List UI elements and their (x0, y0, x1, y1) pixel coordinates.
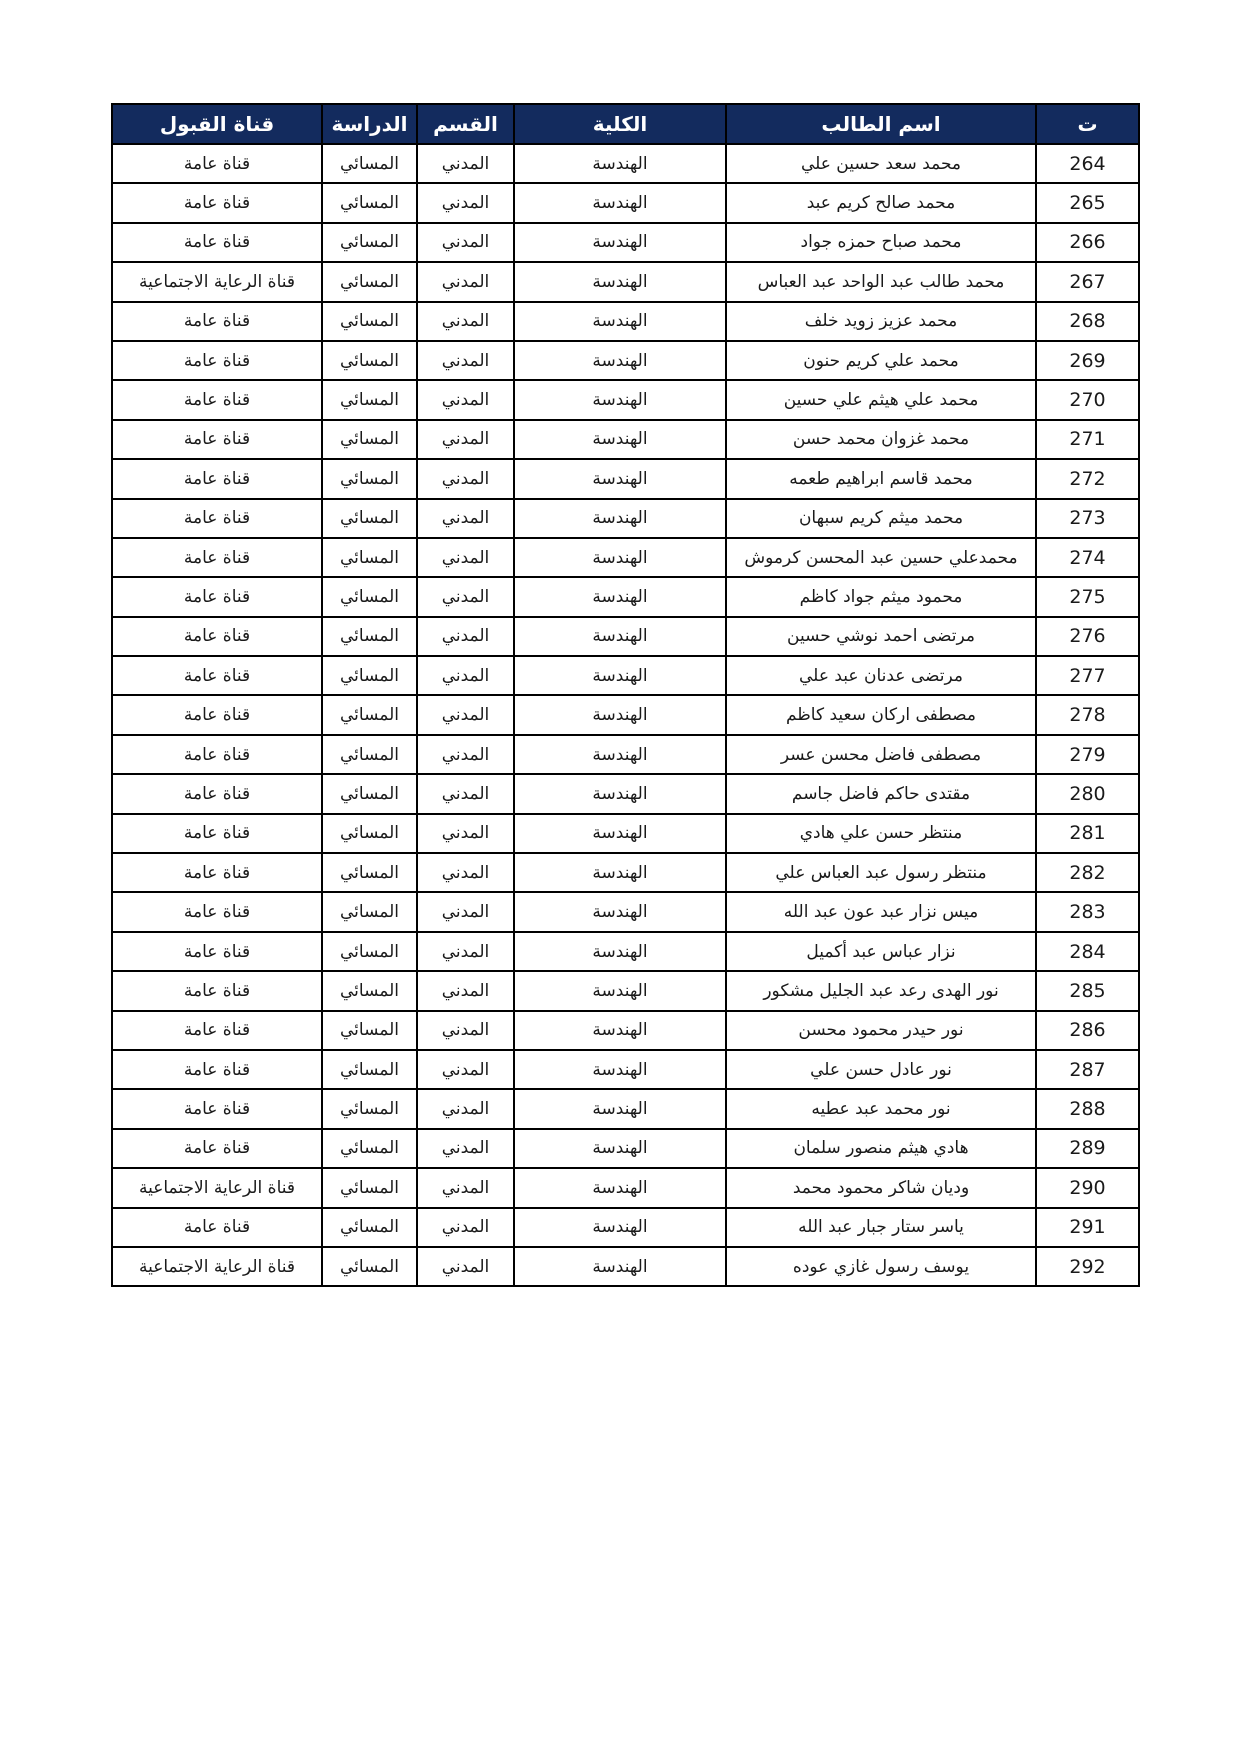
cell-department: المدني (417, 144, 514, 183)
cell-number: 268 (1036, 302, 1139, 341)
cell-student-name: يوسف رسول غازي عوده (726, 1247, 1036, 1286)
cell-admission-channel: قناة عامة (112, 420, 322, 459)
cell-college: الهندسة (514, 814, 726, 853)
cell-college: الهندسة (514, 1011, 726, 1050)
cell-number: 274 (1036, 538, 1139, 577)
table-row (112, 1011, 1139, 1050)
cell-student-name: محمد ميثم كريم سبهان (726, 499, 1036, 538)
cell-student-name: محمود ميثم جواد كاظم (726, 577, 1036, 616)
cell-student-name: نور عادل حسن علي (726, 1050, 1036, 1089)
cell-department: المدني (417, 1050, 514, 1089)
cell-department: المدني (417, 735, 514, 774)
cell-department: المدني (417, 617, 514, 656)
table-row (112, 1050, 1139, 1089)
cell-admission-channel: قناة عامة (112, 814, 322, 853)
cell-study: المسائي (322, 695, 417, 734)
cell-student-name: محمد علي كريم حنون (726, 341, 1036, 380)
cell-college: الهندسة (514, 892, 726, 931)
cell-number: 267 (1036, 262, 1139, 301)
cell-college: الهندسة (514, 1247, 726, 1286)
cell-college: الهندسة (514, 1129, 726, 1168)
cell-student-name: مصطفى فاضل محسن عسر (726, 735, 1036, 774)
cell-number: 276 (1036, 617, 1139, 656)
cell-student-name: مقتدى حاكم فاضل جاسم (726, 774, 1036, 813)
cell-study: المسائي (322, 144, 417, 183)
cell-number: 265 (1036, 183, 1139, 222)
cell-study: المسائي (322, 971, 417, 1010)
cell-admission-channel: قناة عامة (112, 932, 322, 971)
cell-student-name: هادي هيثم منصور سلمان (726, 1129, 1036, 1168)
table-row (112, 814, 1139, 853)
cell-admission-channel: قناة عامة (112, 499, 322, 538)
cell-department: المدني (417, 971, 514, 1010)
cell-number: 264 (1036, 144, 1139, 183)
cell-admission-channel: قناة عامة (112, 459, 322, 498)
cell-college: الهندسة (514, 459, 726, 498)
table-row (112, 420, 1139, 459)
table-row (112, 262, 1139, 301)
cell-college: الهندسة (514, 617, 726, 656)
cell-college: الهندسة (514, 1208, 726, 1247)
table-row (112, 971, 1139, 1010)
cell-student-name: منتظر رسول عبد العباس علي (726, 853, 1036, 892)
cell-student-name: نزار عباس عبد أكميل (726, 932, 1036, 971)
cell-number: 286 (1036, 1011, 1139, 1050)
cell-admission-channel: قناة عامة (112, 892, 322, 931)
header-cell-admission-channel: قناة القبول (112, 104, 322, 144)
cell-study: المسائي (322, 774, 417, 813)
cell-admission-channel: قناة الرعاية الاجتماعية (112, 262, 322, 301)
cell-number: 279 (1036, 735, 1139, 774)
cell-student-name: محمد سعد حسين علي (726, 144, 1036, 183)
cell-number: 272 (1036, 459, 1139, 498)
cell-study: المسائي (322, 735, 417, 774)
cell-number: 285 (1036, 971, 1139, 1010)
cell-study: المسائي (322, 932, 417, 971)
cell-student-name: محمد علي هيثم علي حسين (726, 380, 1036, 419)
cell-admission-channel: قناة عامة (112, 656, 322, 695)
cell-college: الهندسة (514, 1050, 726, 1089)
cell-admission-channel: قناة عامة (112, 1050, 322, 1089)
header-row (112, 104, 1139, 144)
students-table (111, 103, 1140, 1287)
cell-college: الهندسة (514, 223, 726, 262)
cell-department: المدني (417, 262, 514, 301)
cell-study: المسائي (322, 420, 417, 459)
cell-number: 288 (1036, 1089, 1139, 1128)
header-cell-college: الكلية (514, 104, 726, 144)
cell-department: المدني (417, 183, 514, 222)
cell-study: المسائي (322, 656, 417, 695)
cell-study: المسائي (322, 183, 417, 222)
table-row (112, 1089, 1139, 1128)
cell-study: المسائي (322, 1050, 417, 1089)
cell-number: 292 (1036, 1247, 1139, 1286)
cell-admission-channel: قناة عامة (112, 617, 322, 656)
cell-admission-channel: قناة عامة (112, 1208, 322, 1247)
cell-number: 290 (1036, 1168, 1139, 1207)
cell-student-name: ميس نزار عبد عون عبد الله (726, 892, 1036, 931)
cell-admission-channel: قناة الرعاية الاجتماعية (112, 1168, 322, 1207)
table-row (112, 499, 1139, 538)
cell-department: المدني (417, 459, 514, 498)
header-cell-study: الدراسة (322, 104, 417, 144)
cell-student-name: محمد صباح حمزه جواد (726, 223, 1036, 262)
cell-department: المدني (417, 814, 514, 853)
cell-department: المدني (417, 1168, 514, 1207)
cell-department: المدني (417, 223, 514, 262)
cell-college: الهندسة (514, 302, 726, 341)
cell-college: الهندسة (514, 1089, 726, 1128)
cell-college: الهندسة (514, 971, 726, 1010)
cell-department: المدني (417, 380, 514, 419)
header-cell-number: ت (1036, 104, 1139, 144)
cell-admission-channel: قناة عامة (112, 774, 322, 813)
cell-number: 269 (1036, 341, 1139, 380)
table-row (112, 223, 1139, 262)
cell-student-name: وديان شاكر محمود محمد (726, 1168, 1036, 1207)
cell-number: 289 (1036, 1129, 1139, 1168)
cell-number: 291 (1036, 1208, 1139, 1247)
cell-study: المسائي (322, 814, 417, 853)
cell-study: المسائي (322, 459, 417, 498)
cell-study: المسائي (322, 1168, 417, 1207)
cell-college: الهندسة (514, 183, 726, 222)
cell-college: الهندسة (514, 144, 726, 183)
cell-study: المسائي (322, 617, 417, 656)
cell-department: المدني (417, 695, 514, 734)
cell-student-name: مرتضى احمد نوشي حسين (726, 617, 1036, 656)
cell-number: 271 (1036, 420, 1139, 459)
cell-student-name: محمد غزوان محمد حسن (726, 420, 1036, 459)
cell-department: المدني (417, 1129, 514, 1168)
table-body (112, 144, 1139, 1286)
table-row (112, 735, 1139, 774)
cell-admission-channel: قناة عامة (112, 1011, 322, 1050)
cell-admission-channel: قناة عامة (112, 223, 322, 262)
cell-admission-channel: قناة عامة (112, 144, 322, 183)
cell-admission-channel: قناة عامة (112, 695, 322, 734)
cell-college: الهندسة (514, 341, 726, 380)
cell-study: المسائي (322, 892, 417, 931)
cell-study: المسائي (322, 262, 417, 301)
cell-study: المسائي (322, 1011, 417, 1050)
cell-college: الهندسة (514, 577, 726, 616)
table-row (112, 302, 1139, 341)
cell-department: المدني (417, 853, 514, 892)
cell-student-name: مصطفى اركان سعيد كاظم (726, 695, 1036, 734)
cell-department: المدني (417, 538, 514, 577)
cell-student-name: نور الهدى رعد عبد الجليل مشكور (726, 971, 1036, 1010)
table-row (112, 538, 1139, 577)
cell-department: المدني (417, 341, 514, 380)
cell-department: المدني (417, 656, 514, 695)
cell-college: الهندسة (514, 656, 726, 695)
cell-study: المسائي (322, 302, 417, 341)
cell-student-name: نور حيدر محمود محسن (726, 1011, 1036, 1050)
cell-study: المسائي (322, 341, 417, 380)
cell-college: الهندسة (514, 420, 726, 459)
cell-college: الهندسة (514, 380, 726, 419)
cell-college: الهندسة (514, 262, 726, 301)
cell-student-name: منتظر حسن علي هادي (726, 814, 1036, 853)
table-row (112, 577, 1139, 616)
cell-student-name: نور محمد عبد عطيه (726, 1089, 1036, 1128)
cell-admission-channel: قناة عامة (112, 971, 322, 1010)
table-row (112, 774, 1139, 813)
cell-department: المدني (417, 1011, 514, 1050)
cell-student-name: محمد طالب عبد الواحد عبد العباس (726, 262, 1036, 301)
cell-department: المدني (417, 932, 514, 971)
cell-student-name: محمدعلي حسين عبد المحسن كرموش (726, 538, 1036, 577)
cell-admission-channel: قناة عامة (112, 302, 322, 341)
cell-department: المدني (417, 892, 514, 931)
table-row (112, 617, 1139, 656)
cell-department: المدني (417, 302, 514, 341)
table-row (112, 853, 1139, 892)
cell-number: 282 (1036, 853, 1139, 892)
cell-department: المدني (417, 499, 514, 538)
cell-student-name: مرتضى عدنان عبد علي (726, 656, 1036, 695)
cell-number: 284 (1036, 932, 1139, 971)
cell-study: المسائي (322, 499, 417, 538)
header-cell-department: القسم (417, 104, 514, 144)
cell-college: الهندسة (514, 1168, 726, 1207)
cell-number: 266 (1036, 223, 1139, 262)
table-row (112, 1168, 1139, 1207)
cell-study: المسائي (322, 538, 417, 577)
cell-college: الهندسة (514, 735, 726, 774)
table-row (112, 1247, 1139, 1286)
cell-department: المدني (417, 1089, 514, 1128)
cell-college: الهندسة (514, 499, 726, 538)
cell-study: المسائي (322, 577, 417, 616)
table-row (112, 1129, 1139, 1168)
cell-number: 270 (1036, 380, 1139, 419)
cell-study: المسائي (322, 1089, 417, 1128)
cell-college: الهندسة (514, 853, 726, 892)
cell-number: 283 (1036, 892, 1139, 931)
cell-college: الهندسة (514, 695, 726, 734)
cell-study: المسائي (322, 223, 417, 262)
cell-department: المدني (417, 420, 514, 459)
cell-number: 277 (1036, 656, 1139, 695)
table-row (112, 892, 1139, 931)
cell-college: الهندسة (514, 932, 726, 971)
cell-department: المدني (417, 577, 514, 616)
cell-department: المدني (417, 774, 514, 813)
table-row (112, 932, 1139, 971)
cell-number: 287 (1036, 1050, 1139, 1089)
table-row (112, 695, 1139, 734)
cell-college: الهندسة (514, 774, 726, 813)
table-row (112, 1208, 1139, 1247)
cell-study: المسائي (322, 1129, 417, 1168)
cell-student-name: محمد عزيز زويد خلف (726, 302, 1036, 341)
cell-admission-channel: قناة عامة (112, 1129, 322, 1168)
cell-number: 273 (1036, 499, 1139, 538)
cell-study: المسائي (322, 1247, 417, 1286)
cell-college: الهندسة (514, 538, 726, 577)
table-row (112, 183, 1139, 222)
cell-number: 275 (1036, 577, 1139, 616)
cell-number: 278 (1036, 695, 1139, 734)
cell-student-name: ياسر ستار جبار عبد الله (726, 1208, 1036, 1247)
header-cell-student-name: اسم الطالب (726, 104, 1036, 144)
cell-admission-channel: قناة عامة (112, 341, 322, 380)
cell-admission-channel: قناة عامة (112, 538, 322, 577)
cell-admission-channel: قناة عامة (112, 183, 322, 222)
table-row (112, 144, 1139, 183)
cell-student-name: محمد صالح كريم عبد (726, 183, 1036, 222)
cell-admission-channel: قناة عامة (112, 1089, 322, 1128)
cell-admission-channel: قناة عامة (112, 735, 322, 774)
table-row (112, 380, 1139, 419)
cell-number: 281 (1036, 814, 1139, 853)
table-row (112, 656, 1139, 695)
table-row (112, 341, 1139, 380)
cell-admission-channel: قناة الرعاية الاجتماعية (112, 1247, 322, 1286)
cell-study: المسائي (322, 380, 417, 419)
cell-department: المدني (417, 1247, 514, 1286)
cell-student-name: محمد قاسم ابراهيم طعمه (726, 459, 1036, 498)
cell-admission-channel: قناة عامة (112, 853, 322, 892)
cell-number: 280 (1036, 774, 1139, 813)
cell-admission-channel: قناة عامة (112, 380, 322, 419)
cell-department: المدني (417, 1208, 514, 1247)
table-row (112, 459, 1139, 498)
cell-admission-channel: قناة عامة (112, 577, 322, 616)
cell-study: المسائي (322, 853, 417, 892)
cell-study: المسائي (322, 1208, 417, 1247)
